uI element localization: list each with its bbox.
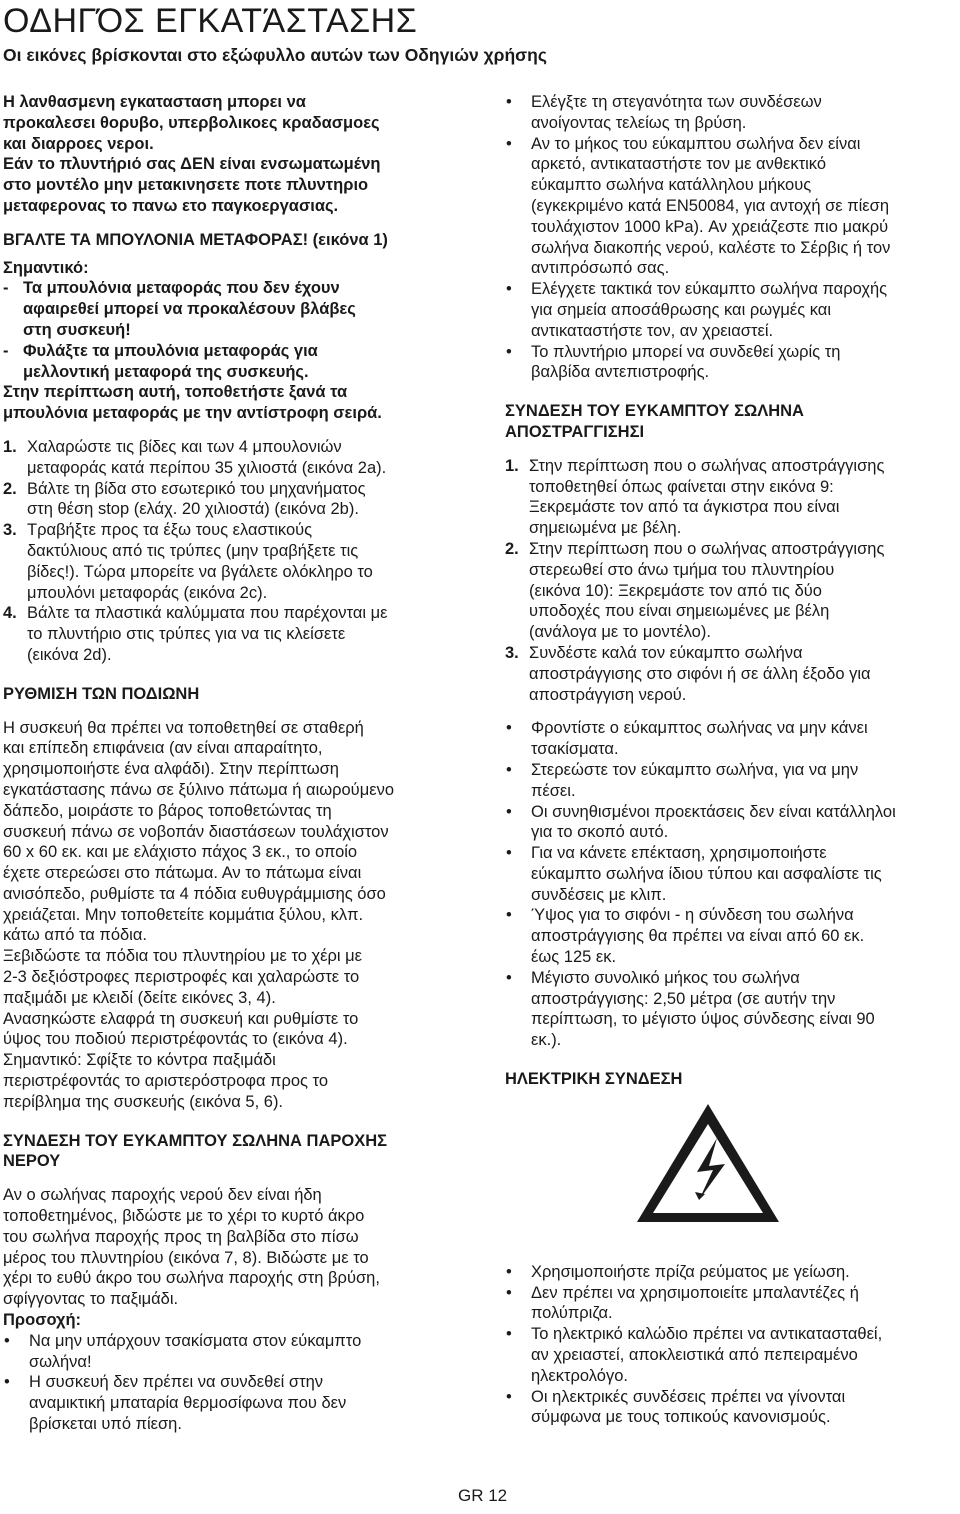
text-line: και επίπεδη επιφάνεια (αν είναι απαραίτητο,: [3, 739, 323, 758]
text-line: αντικαταστήστε τον, αν χρειαστεί.: [531, 321, 774, 340]
text-line: αποστράγγισης: 2,50 μέτρα (σε αυτήν την: [531, 989, 836, 1008]
text-line: συνδέσεις με κλιπ.: [531, 885, 667, 904]
text-line: για σημεία αποσάθρωσης και ρωγμές και: [531, 300, 831, 319]
text-line: ανοίγοντας τελείως τη βρύση.: [531, 113, 747, 132]
text-line: • Χρησιμοποιήστε πρίζα ρεύματος με γείωση.: [531, 1262, 850, 1281]
text-line: εγκατάστασης πάνω σε ξύλινο πάτωμα ή αιωρούμενο: [3, 780, 394, 799]
text-line: • Μέγιστο συνολικό μήκος του σωλήνα: [531, 968, 800, 987]
text-line: στερεωθεί στο άνω τμήμα του πλυντηρίου: [529, 560, 835, 579]
text-line: περιστρέφοντάς το αριστερόστροφα προς το: [3, 1072, 329, 1091]
list-item: [505, 1283, 955, 1325]
page-subtitle: Οι εικόνες βρίσκονται στο εξώφυλλο αυτών των Οδηγιών χρήσης: [3, 45, 547, 65]
text-line: το πλυντήριο στις τρύπες για να τις κλείσετε: [27, 625, 346, 644]
text-line: μπουλόνι μεταφοράς (εικόνα 2c).: [27, 583, 268, 602]
text-line: χρειάζεται. Μην τοποθετείτε κομμάτια ξύλου, κλπ.: [3, 905, 364, 924]
attention-list: [3, 1331, 465, 1435]
text-line: μεταφερονας το πανω ετο παγκοεργασιας.: [3, 196, 339, 215]
text-line: ηλεκτρολόγο.: [531, 1366, 628, 1385]
dash-item: [3, 278, 465, 340]
bolt-steps-list: [3, 437, 465, 666]
text-line: Η συσκευή θα πρέπει να τοποθετηθεί σε σταθερή: [3, 718, 364, 737]
text-line: αποστράγγισης θα πρέπει να είναι από 60 εκ.: [531, 927, 865, 946]
text-line: έχετε στερεώσει στο πάτωμα. Αν το πάτωμα είναι: [3, 864, 362, 883]
attention-label: Προσοχή:: [3, 1311, 82, 1330]
text-line: τουλάχιστον 1000 kPa). Αν χρειάζεστε πιο μακρύ: [531, 217, 889, 236]
text-line: αν χρειαστεί, αποκλειστικά από πεπειραμένο: [531, 1346, 858, 1365]
dash-item: [3, 341, 465, 383]
text-line: Η λανθασμενη εγκατασταση μπορει να: [3, 93, 306, 111]
text-line: δάπεδο, μοιράστε το βάρος τοποθετώντας τη: [3, 801, 332, 820]
text-line: κάτω από τα πόδια.: [3, 926, 147, 945]
text-line: • Για να κάνετε επέκταση, χρησιμοποιήστε: [531, 844, 827, 863]
text-line: Αν ο σωλήνας παροχής νερού δεν είναι ήδη: [3, 1186, 322, 1205]
list-item: [505, 279, 955, 341]
text-line: μεταφοράς κατά περίπου 35 χιλιοστά (εικόνα 2a).: [27, 458, 387, 477]
text-line: • Οι ηλεκτρικές συνδέσεις πρέπει να γίνονται: [531, 1387, 846, 1406]
text-line: σύμφωνα με τους τοπικούς κανονισμούς.: [531, 1408, 831, 1427]
supply-hose-heading: [3, 1131, 465, 1173]
text-line: μέρος του πλυντηρίου (εικόνα 7, 8). Βιδώστε με το: [3, 1248, 369, 1267]
list-item: [505, 718, 955, 760]
text-line: Στην περίπτωση που ο σωλήνας αποστράγγισης: [529, 456, 885, 475]
electric-notes-list: [505, 1262, 955, 1428]
list-item: [3, 520, 465, 603]
drain-steps-list: [505, 456, 955, 706]
text-line: Στην περίπτωση που ο σωλήνας αποστράγγισης: [529, 539, 885, 558]
feet-paragraph: [3, 718, 465, 1113]
text-line: αποστράγγιση νερού.: [529, 685, 687, 704]
list-item: [3, 1331, 465, 1373]
list-item: [3, 603, 465, 665]
text-line: αναμικτική μπαταρία θερμοσίφωνα που δεν: [29, 1394, 347, 1413]
list-item: [505, 643, 955, 705]
text-line: πέσει.: [531, 781, 576, 800]
text-line: αντιπρόσωπό σας.: [531, 259, 670, 278]
page-title: ΟΔΗΓΌΣ ΕΓΚΑΤΆΣΤΑΣΗΣ: [3, 2, 418, 40]
text-line: 2-3 δεξιόστροφες περιστροφές και χαλαρώστε το: [3, 968, 360, 987]
feet-heading: ΡΥΘΜΙΣΗ ΤΩΝ ΠΟΔΙΩΝΗ: [3, 684, 200, 703]
list-item: [505, 1324, 955, 1386]
text-line: βαλβίδα αντεπιστροφής.: [531, 363, 710, 382]
text-line: βρίσκεται υπό πίεση.: [29, 1415, 182, 1434]
text-line: στη συσκευή!: [23, 320, 131, 339]
text-line: τσακίσματα.: [531, 740, 619, 759]
text-line: Συνδέστε καλά τον εύκαμπτο σωλήνα: [529, 643, 803, 662]
list-item: [505, 539, 955, 643]
text-line: σωλήνα!: [29, 1352, 92, 1371]
text-line: ανισόπεδο, ρυθμίστε τα 4 πόδια ευθυγράμμισης όσο: [3, 884, 386, 903]
text-line: σωλήνα διακοπής νερού, καλέστε το Σέρβις ή τον: [531, 238, 891, 257]
supply-hose-paragraph: [3, 1185, 465, 1310]
list-item: [3, 1372, 465, 1434]
text-line: για το σκοπό αυτό.: [531, 823, 669, 842]
text-line: • Δεν πρέπει να χρησιμοποιείτε μπαλαντέζες ή: [531, 1283, 859, 1302]
text-line: • Οι συνηθισμένοι προεκτάσεις δεν είναι κατάλληλοι: [531, 802, 896, 821]
text-line: τοποθετημένος, βιδώστε με το χέρι το κυρτό άκρο: [3, 1207, 365, 1226]
text-line: συσκευή πάνω σε νοβοπάν διαστάσεων τουλάχιστον: [3, 822, 389, 841]
text-line: του σωλήνα παροχής προς τη βαλβίδα στο πίσω: [3, 1227, 359, 1246]
text-line: Σημαντικό: Σφίξτε το κόντρα παξιμάδι: [3, 1051, 276, 1070]
text-line: μελλοντική μεταφορά της συσκευής.: [23, 362, 309, 381]
text-line: περίβλημα της συσκευής (εικόνα 5, 6).: [3, 1092, 284, 1111]
text-line: 60 x 60 εκ. και με ελάχιστο πάχος 3 εκ., το οποίο: [3, 843, 358, 862]
text-line: (εικόνα 10): Ξεκρεμάστε τον από τις δύο: [529, 581, 822, 600]
remove-bolts-heading: ΒΓΑΛΤΕ ΤΑ ΜΠΟΥΛΟΝΙΑ ΜΕΤΑΦΟΡΑΣ! (εικόνα 1): [3, 230, 388, 249]
text-line: βίδες!). Τώρα μπορείτε να βγάλετε ολόκληρο το: [27, 562, 373, 581]
text-line: χέρι το ευθύ άκρο του σωλήνα παροχής στη βρύση,: [3, 1269, 380, 1288]
electric-hazard-icon: [633, 1100, 783, 1226]
text-line: προκαλεσει θορυβο, υπερβολικοες κραδασμοες: [3, 113, 380, 132]
text-line: • Αν το μήκος του εύκαμπτου σωλήνα δεν είναι: [531, 134, 861, 153]
list-item: [505, 134, 955, 280]
text-line: • Το ηλεκτρικό καλώδιο πρέπει να αντικατασταθεί,: [531, 1325, 883, 1344]
text-line: αρκετό, αντικαταστήστε τον με ανθεκτικό: [531, 155, 827, 174]
step-number: 1.: [505, 456, 519, 475]
text-line: • Ελέγχετε τακτικά τον εύκαμπτο σωλήνα παροχής: [531, 280, 888, 299]
text-line: εκ.).: [531, 1031, 562, 1050]
text-line: - Φυλάξτε τα μπουλόνια μεταφοράς για: [23, 341, 318, 360]
text-line: μπουλόνια μεταφοράς με την αντίστροφη σειρά.: [3, 404, 382, 423]
text-line: ΝΕΡΟΥ: [3, 1152, 61, 1171]
list-item: [3, 479, 465, 521]
drain-notes-list: [505, 718, 955, 1051]
text-line: παξιμάδι με κλειδί (δείτε εικόνες 3, 4).: [3, 988, 276, 1007]
text-line: σημειωμένα με βέλη.: [529, 519, 682, 538]
text-line: • Ελέγξτε τη στεγανότητα των συνδέσεων: [531, 93, 822, 111]
text-line: • Στερεώστε τον εύκαμπτο σωλήνα, για να μην: [531, 760, 859, 779]
step-number: 3.: [505, 643, 519, 662]
text-line: • Να μην υπάρχουν τσακίσματα στον εύκαμπτο: [29, 1331, 362, 1350]
text-line: σφίγγοντας το παξιμάδι.: [3, 1290, 179, 1309]
list-item: [505, 1262, 955, 1283]
right-column: [505, 92, 955, 1428]
text-line: εύκαμπτο σωλήνα ίδιου τύπου και ασφαλίστε τις: [531, 864, 882, 883]
page-number: GR 12: [458, 1486, 508, 1505]
text-line: Βάλτε τη βίδα στο εσωτερικό του μηχανήματος: [27, 479, 366, 498]
step-number: 4.: [3, 604, 17, 623]
text-line: ΣΥΝΔΕΣΗ ΤΟΥ ΕΥΚΑΜΠΤΟΥ ΣΩΛΗΝΑ ΠΑΡΟΧΗΣ: [3, 1131, 388, 1150]
supply-checks-list: [505, 92, 955, 383]
list-item: [505, 456, 955, 539]
text-line: αφαιρεθεί μπορεί να προκαλέσουν βλάβες: [23, 300, 356, 319]
text-line: Τραβήξτε προς τα έξω τους ελαστικούς: [27, 521, 313, 540]
text-line: περίπτωση, το μέγιστο ύψος σύνδεσης είναι 90: [531, 1010, 875, 1029]
text-line: • Το πλυντήριο μπορεί να συνδεθεί χωρίς τη: [531, 342, 841, 361]
list-item: [505, 843, 955, 905]
text-line: ύψος του ποδιού περιστρέφοντάς το (εικόνα 4).: [3, 1030, 348, 1049]
text-line: έως 125 εκ.: [531, 948, 617, 967]
text-line: Χαλαρώστε τις βίδες και των 4 μπουλονιών: [27, 437, 342, 456]
step-number: 3.: [3, 521, 17, 540]
step-number: 1.: [3, 437, 17, 456]
text-line: υποδοχές που είναι σημειωμένες με βέλη: [529, 602, 830, 621]
reverse-order-note: [3, 382, 465, 424]
electric-heading: ΗΛΕΚΤΡΙΚΗ ΣΥΝΔΕΣΗ: [505, 1070, 683, 1089]
text-line: Ξεκρεμάστε τον από τα άγκιστρα που είναι: [529, 498, 840, 517]
text-line: στη θέση stop (ελάχ. 20 χιλιοστά) (εικόνα 2b).: [27, 500, 359, 519]
text-line: πολύπριζα.: [531, 1304, 613, 1323]
text-line: (εγκεκριμένο κατά EN50084, για αντοχή σε πίεση: [531, 196, 890, 215]
drain-hose-heading: [505, 401, 955, 443]
list-item: [505, 342, 955, 384]
text-line: ΣΥΝΔΕΣΗ ΤΟΥ ΕΥΚΑΜΠΤΟΥ ΣΩΛΗΝΑ: [505, 402, 804, 421]
text-line: • Η συσκευή δεν πρέπει να συνδεθεί στην: [29, 1373, 324, 1392]
list-item: [3, 437, 465, 479]
text-line: δακτύλιους από τις τρύπες (μην τραβήξετε τις: [27, 541, 359, 560]
list-item: [505, 1387, 955, 1429]
text-line: και διαρροες νεροι.: [3, 134, 154, 153]
text-line: • Φροντίστε ο εύκαμπτος σωλήνας να μην κάνει: [531, 719, 868, 738]
list-item: [505, 802, 955, 844]
text-line: Βάλτε τα πλαστικά καλύμματα που παρέχονται με: [27, 604, 388, 623]
text-line: (ανάλογα με το μοντέλο).: [529, 623, 711, 642]
list-item: [505, 760, 955, 802]
list-item: [505, 968, 955, 1051]
text-line: Εάν το πλυντήριό σας ΔΕΝ είναι ενσωματωμένη: [3, 155, 381, 174]
text-line: Στην περίπτωση αυτή, τοποθετήστε ξανά τα: [3, 383, 348, 402]
text-line: Ανασηκώστε ελαφρά τη συσκευή και ρυθμίστε το: [3, 1009, 359, 1028]
text-line: Ξεβιδώστε τα πόδια του πλυντηρίου με το χέρι με: [3, 947, 363, 966]
step-number: 2.: [3, 479, 17, 498]
text-line: - Τα μπουλόνια μεταφοράς που δεν έχουν: [23, 279, 340, 298]
text-line: αποστράγγισης στο σιφόνι ή σε άλλη έξοδο για: [529, 664, 871, 683]
text-line: τοποθετηθεί όπως φαίνεται στην εικόνα 9:: [529, 477, 834, 496]
list-item: [505, 905, 955, 967]
text-line: χρησιμοποιήστε ένα αλφάδι). Στην περίπτωση: [3, 760, 339, 779]
installation-warning: [3, 92, 465, 217]
text-line: • Ύψος για το σιφόνι - η σύνδεση του σωλήνα: [531, 906, 854, 925]
text-line: εύκαμπτο σωλήνα κατάλληλου μήκους: [531, 176, 812, 195]
important-label: Σημαντικό:: [3, 258, 89, 277]
text-line: (εικόνα 2d).: [27, 645, 112, 664]
text-line: ΑΠΟΣΤΡΑΓΓΙΣΗΣΙ: [505, 422, 645, 441]
list-item: [505, 92, 955, 134]
text-line: στο μοντέλο μην μετακινησετε ποτε πλυντηριο: [3, 176, 369, 195]
step-number: 2.: [505, 539, 519, 558]
left-column: [3, 92, 465, 1435]
